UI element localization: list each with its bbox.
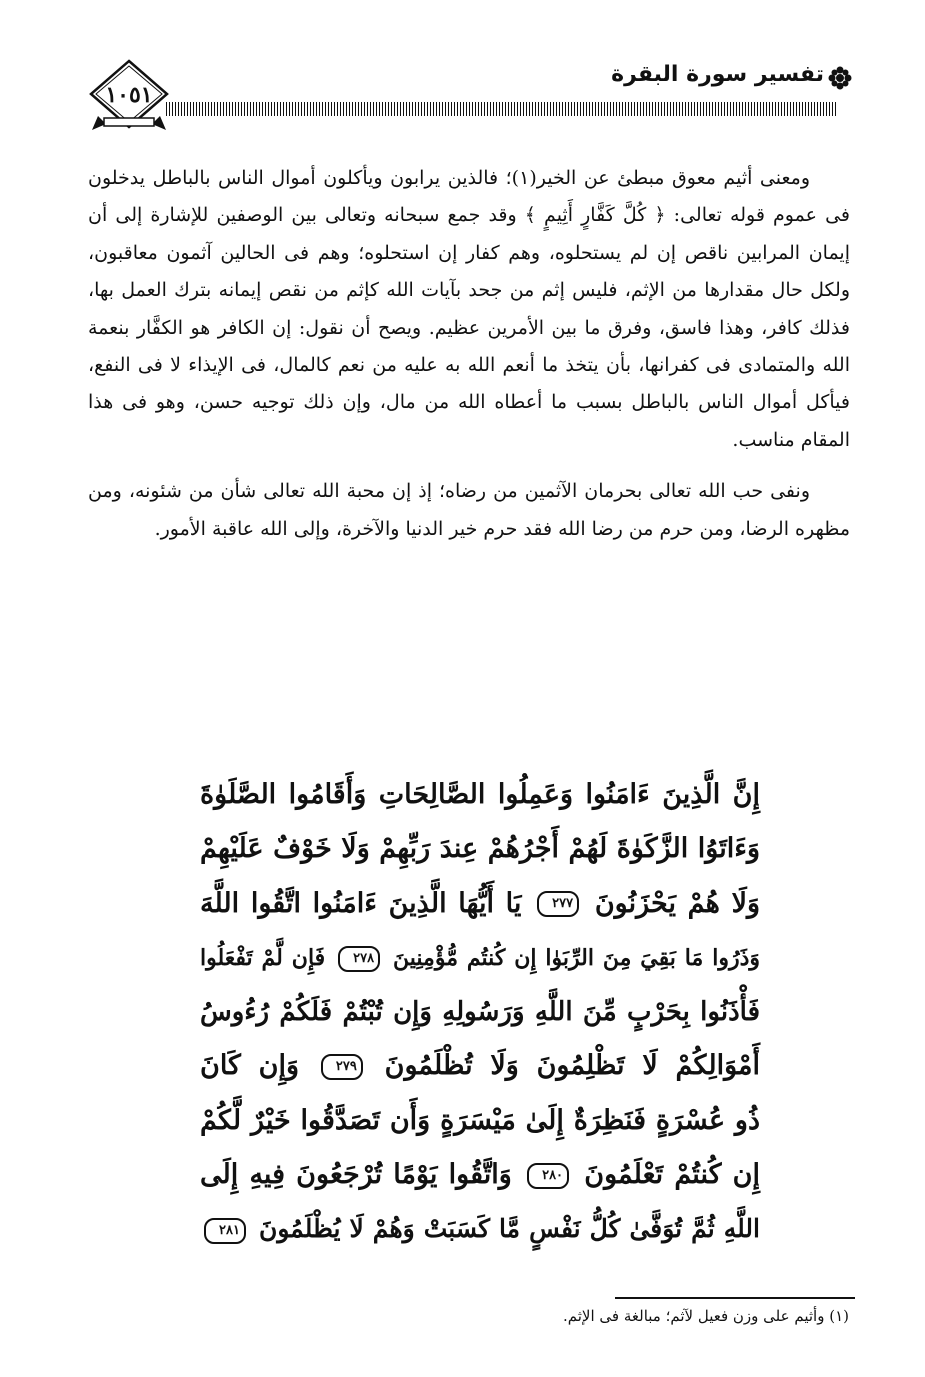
verse-text: وَلَا هُمْ يَحْزَنُونَ (594, 887, 761, 919)
page-number-badge (88, 58, 170, 138)
verse-line (200, 1039, 760, 1093)
ayah-number-marker: ٢٨٠ (527, 1163, 569, 1189)
verse-text: إِن كُنتُمْ تَعْلَمُونَ (584, 1159, 760, 1191)
verse-line (200, 877, 760, 931)
flower-icon (828, 66, 852, 90)
verse-text: اللَّهِ ثُمَّ تُوَفَّىٰ كُلُّ نَفْسٍ مَّا كَسَبَتْ وَهُمْ لَا يُظْلَمُونَ (259, 1214, 760, 1244)
verse-line (200, 1202, 760, 1256)
verse-text: يَا أَيُّهَا الَّذِينَ ءَامَنُوا اتَّقُوا اللَّهَ (200, 887, 522, 919)
ayah-number-marker: ٢٧٨ (338, 946, 380, 972)
footnote-divider (615, 1297, 855, 1299)
verse-line: فَأْذَنُوا بِحَرْبٍ مِّنَ اللَّهِ وَرَسُولِهِ وَإِن تُبْتُمْ فَلَكُمْ رُءُوسُ (200, 997, 760, 1028)
verse-line: ذُو عُسْرَةٍ فَنَظِرَةٌ إِلَىٰ مَيْسَرَةٍ وَأَن تَصَدَّقُوا خَيْرٌ لَّكُمْ (200, 1104, 760, 1136)
quran-verses (200, 768, 760, 1257)
header-title: تفسير سورة البقرة (611, 62, 824, 87)
verse-line (200, 1148, 760, 1202)
verse-text: أَمْوَالِكُمْ لَا تَظْلِمُونَ وَلَا تُظْلَمُونَ (384, 1050, 761, 1082)
page-header (88, 58, 858, 138)
verse-line: وَءَاتَوُا الزَّكَوٰةَ لَهُمْ أَجْرُهُمْ عِندَ رَبِّهِمْ وَلَا خَوْفٌ عَلَيْهِمْ (200, 833, 760, 865)
header-rule (166, 102, 838, 116)
verse-text: وَذَرُوا مَا بَقِيَ مِنَ الرِّبَوٰا إِن كُنتُم مُّؤْمِنِينَ (393, 944, 760, 971)
body-text (88, 160, 850, 548)
verse-text: وَإِن كَانَ (200, 1050, 300, 1082)
ayah-number-marker: ٢٧٩ (321, 1054, 363, 1080)
verse-line (200, 931, 760, 985)
verse-text: وَاتَّقُوا يَوْمًا تُرْجَعُونَ فِيهِ إِلَى (200, 1159, 512, 1191)
ayah-number-marker: ٢٨١ (204, 1218, 246, 1244)
verse-text: فَإِن لَّمْ تَفْعَلُوا (200, 944, 326, 971)
footnote: (١) وأثيم على وزن فعيل لآثم؛ مبالغة فى الإثم. (562, 1307, 849, 1325)
page-number: ١٠٥١ (105, 82, 153, 108)
paragraph: ومعنى أثيم معوق مبطئ عن الخير(١)؛ فالذين يرابون ويأكلون أموال الناس بالباطل يدخلون فى عموم قوله تعالى: ﴿ كُلَّ كَفَّارٍ أَثِيمٍ ﴾ وقد جمع سبحانه وتعالى بين الوصفين للإشارة إلى أن إيمان المرابين ناقص إن لم يستحلوه، وهم كفار إن استحلوه؛ وهم فى الحالين آثمون معاقبون، ولكل حال مقدارها من الإثم، فليس إثم من جحد بآيات الله كإثم من نقص إيمانه بترك العمل بها، فذلك كافر، وهذا فاسق، وفرق ما بين الأمرين عظيم. ويصح أن نقول: إن الكافر هو الكفَّار بنعمة الله والمتمادى فى كفرانها، بأن يتخذ ما أنعم الله به عليه من نعم كالمال، فى الإيذاء لا فى النفع، فيأكل أموال الناس بالباطل بسبب ما أعطاه الله من مال، وإن ذلك توجيه حسن، وهو فى هذا المقام مناسب. (88, 167, 850, 451)
verse-line: إِنَّ الَّذِينَ ءَامَنُوا وَعَمِلُوا الصَّالِحَاتِ وَأَقَامُوا الصَّلَوٰةَ (200, 779, 760, 810)
ayah-number-marker: ٢٧٧ (537, 891, 579, 917)
paragraph: ونفى حب الله تعالى بحرمان الآثمين من رضاه؛ إذ إن محبة الله تعالى شأن من شئونه، ومن مظهره الرضا، ومن حرم من رضا الله فقد حرم خير الدنيا والآخرة، وإلى الله عاقبة الأمور. (88, 480, 850, 540)
